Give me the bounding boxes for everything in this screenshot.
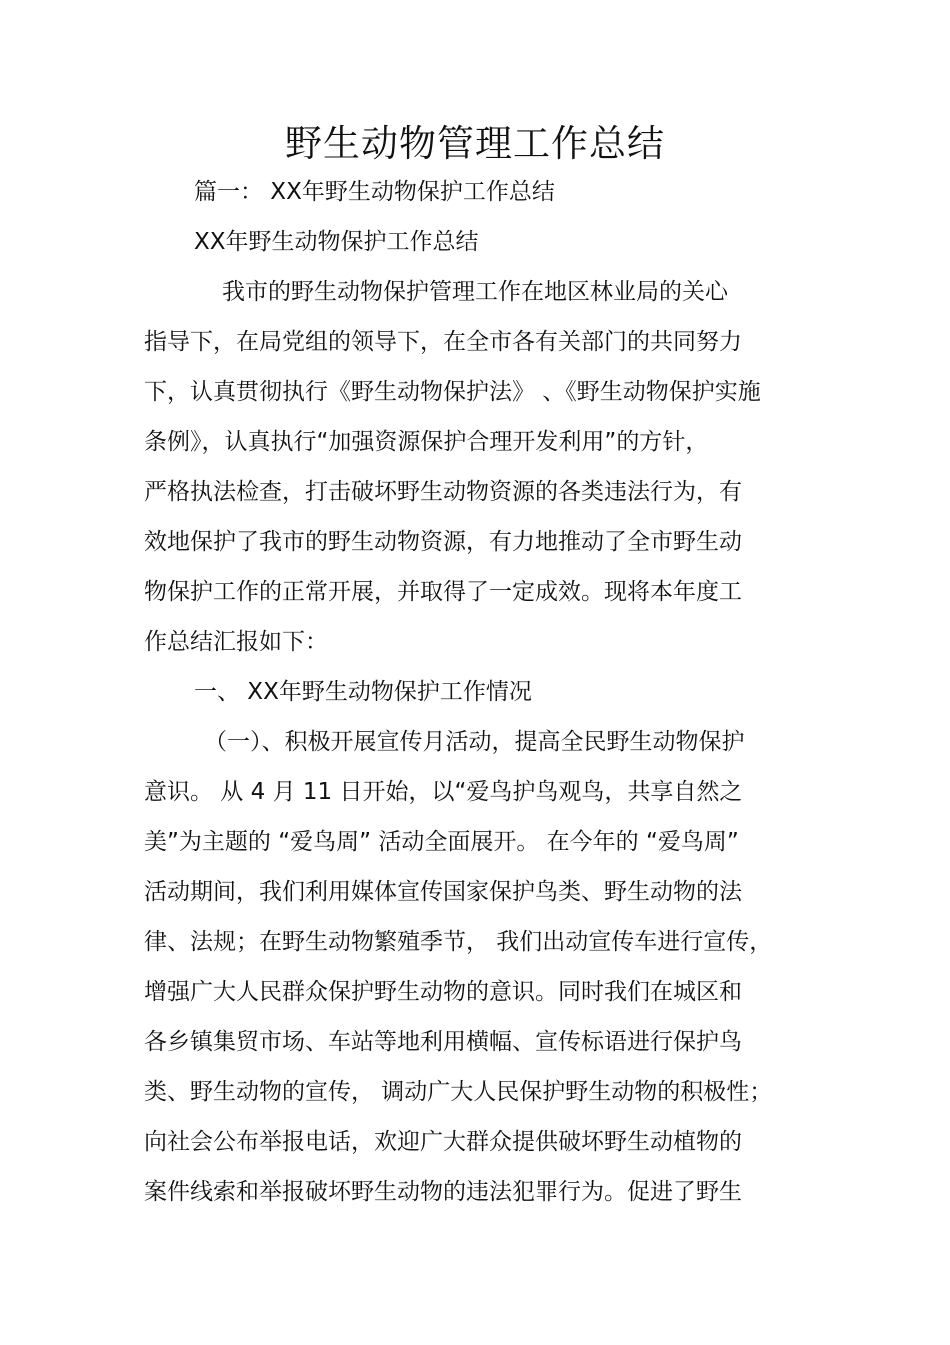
- paragraph-line: 增强广大人民群众保护野生动物的意识。同时我们在城区和: [144, 979, 742, 1005]
- paragraph-line: 类、野生动物的宣传， 调动广大人民保护野生动物的积极性；: [144, 1079, 773, 1105]
- paragraph-line: 律、法规；在野生动物繁殖季节， 我们出动宣传车进行宣传，: [144, 929, 773, 955]
- paragraph-line: 意识。 从 4 月 11 日开始，以“爱鸟护鸟观鸟，共享自然之: [144, 779, 743, 805]
- paragraph-line: 案件线索和举报破坏野生动物的违法犯罪行为。促进了野生: [144, 1179, 742, 1205]
- paragraph-line: 我市的野生动物保护管理工作在地区林业局的关心: [222, 279, 728, 305]
- paragraph-line: 作总结汇报如下：: [144, 629, 328, 655]
- paragraph-line: 向社会公布举报电话，欢迎广大群众提供破坏野生动植物的: [144, 1129, 742, 1155]
- subtitle: XX年野生动物保护工作总结: [194, 229, 479, 255]
- paragraph-line: 条例》，认真执行“加强资源保护合理开发利用”的方针，: [144, 429, 709, 455]
- paragraph-line: 物保护工作的正常开展，并取得了一定成效。现将本年度工: [144, 579, 742, 605]
- article-heading: 篇一： XX年野生动物保护工作总结: [194, 179, 555, 205]
- paragraph-line: 下，认真贯彻执行《野生动物保护法》 、《野生动物保护实施: [144, 379, 761, 405]
- paragraph-line: （一）、积极开展宣传月活动，提高全民野生动物保护: [204, 729, 745, 755]
- paragraph-line: 活动期间，我们利用媒体宣传国家保护鸟类、野生动物的法: [144, 879, 742, 905]
- paragraph-line: 效地保护了我市的野生动物资源，有力地推动了全市野生动: [144, 529, 742, 555]
- paragraph-line: 各乡镇集贸市场、车站等地利用横幅、宣传标语进行保护鸟: [144, 1029, 742, 1055]
- document-title: 野生动物管理工作总结: [285, 122, 665, 165]
- section-heading: 一、 XX年野生动物保护工作情况: [194, 679, 532, 705]
- paragraph-line: 指导下，在局党组的领导下，在全市各有关部门的共同努力: [144, 329, 742, 355]
- paragraph-line: 严格执法检查，打击破坏野生动物资源的各类违法行为，有: [144, 479, 742, 505]
- paragraph-line: 美”为主题的 “爱鸟周” 活动全面展开。 在今年的 “爱鸟周”: [144, 829, 739, 855]
